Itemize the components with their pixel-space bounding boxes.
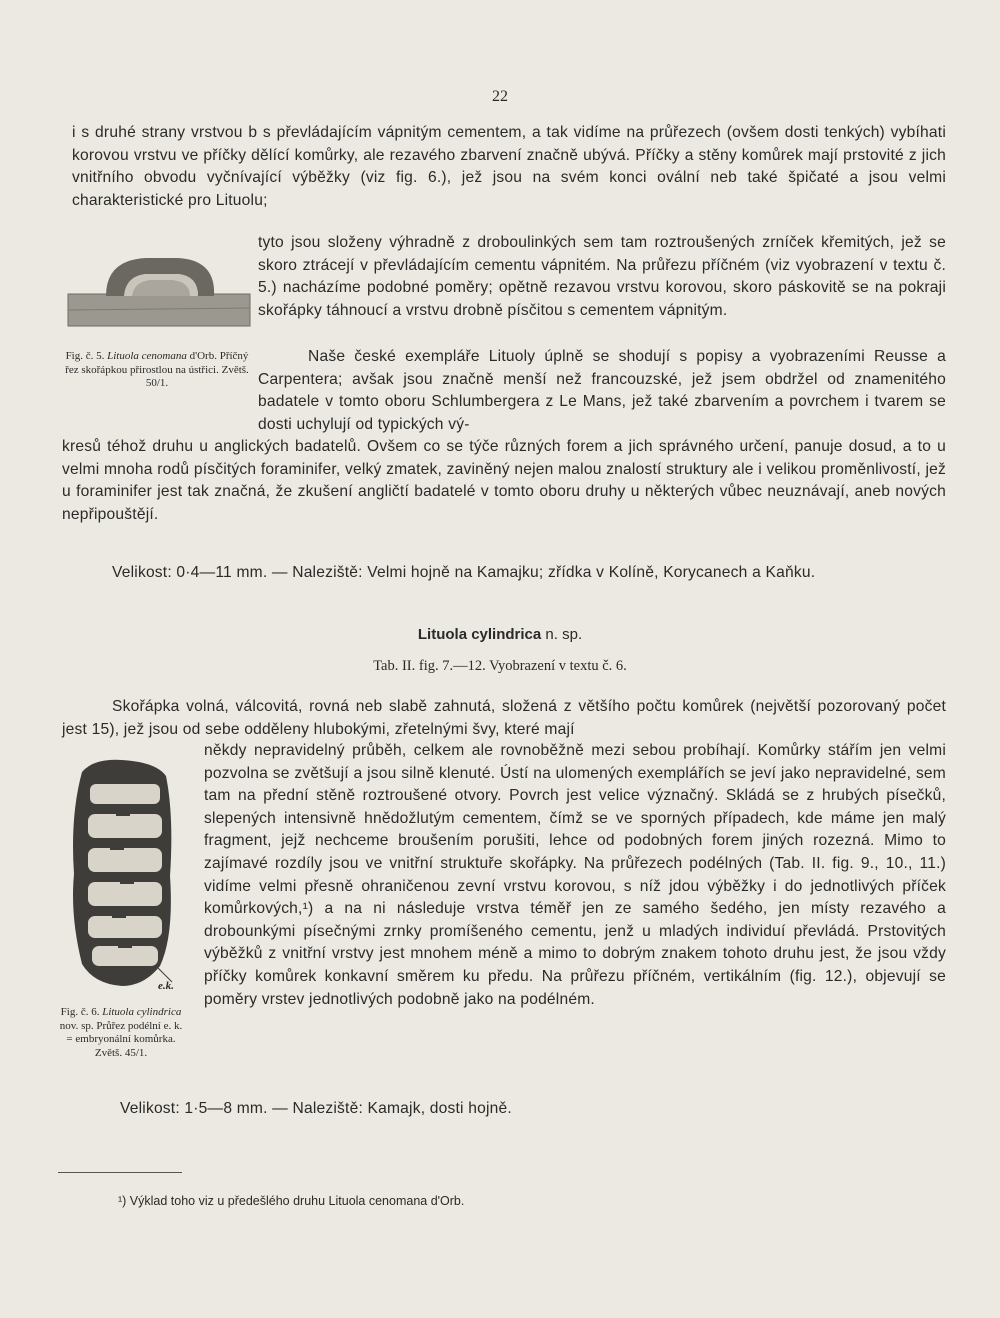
figure-6-embryonic-label: e.k. — [158, 980, 174, 992]
figure-6-caption: Fig. č. 6. Lituola cylindrica nov. sp. Průřez podélní e. k. = embryonální komůrka. Zvětš. 45/1. — [59, 1006, 183, 1059]
page-number: 22 — [492, 88, 508, 105]
footnote: ¹) Výklad toho viz u předešlého druhu Lituola cenomana d'Orb. — [118, 1194, 465, 1208]
paragraph-2-full: kresů téhož druhu u anglických badatelů. Ovšem co se týče různých forem a jich správného určení, panuje dosud, a to u velmi mnoha rodů písčitých foraminifer, velký zmatek, zaviněný nejen malou znalostí struktury ale i velikou proměnlivostí, jež u foraminifer jest tak značná, že zkušení angličtí badatelé v tomto oboru druhy u některých vůbec neuznávají, aneb nových nepřipouštějí. — [62, 438, 946, 523]
section-heading: Lituola cylindrica n. sp. — [417, 626, 583, 643]
size-line-1: Velikost: 0·4—11 mm. — Naleziště: Velmi hojně na Kamajku; zřídka v Kolíně, Korycanech a Kaňku. — [112, 564, 816, 581]
footnote-divider — [58, 1172, 182, 1173]
paragraph-top: i s druhé strany vrstvou b s převládajícím vápnitým cementem, a tak vidíme na průřezech (ovšem dosti tenkých) vybíhati korovou vrstvu ve příčky dělící komůrky, ale rezavého zbarvení značně ubývá. Příčky a stěny komůrek mají prstovité z jich vnitřního obvodu vyčnívající výběžky (viz fig. 6.), jež jsou na svém konci ovální neb také špičaté a jsou velmi charakteristické pro Lituolu; — [72, 124, 946, 209]
figure-5-section-image — [66, 250, 252, 332]
description-full: Skořápka volná, válcovitá, rovná neb slabě zahnutá, složená z většího počtu komůrek (největší pozorovaný počet jest 15), jež jsou od sebe odděleny hlubokými, zřetelnými švy, které mají — [62, 698, 946, 738]
figure-6-section-image — [64, 756, 188, 994]
paragraph-2-beside: Naše české exempláře Lituoly úplně se shodují s popisy a vyobrazeními Reusse a Carpentera; avšak jsou značně menší než francouzské, jež jsem obdržel od znamenitého badatele v tomto oboru Schlumbergera z Le Mans, jež také zbarvením a povrchem i tvarem se dosti uchylují od typických vý- — [258, 348, 946, 433]
figure-5-caption: Fig. č. 5. Lituola cenomana d'Orb. Příčný řez skořápkou přirostlou na ústřici. Zvětš. 50/1. — [65, 350, 249, 389]
description-beside-figure-6: někdy nepravidelný průběh, celkem ale rovnoběžně mezi sebou probíhají. Komůrky stářím jen velmi pozvolna se zvětšují a jsou silně klenuté. Ústí na ulomených exemplářích se jeví jako nepravidelné, sem tam na přední stěně roztroušené otvory. Povrch jest velice význačný. Skládá se z hrubých písečků, slepených intensivně hnědožlutým cementem, čímž se ve sporných případech, kde máme jen malý fragment, jejž nechceme broušením porušiti, lehce od podobných forem jiných rozezná. Mimo to zajímavé rozdíly jsou ve vnitřní struktuře skořápky. Na průřezech podélných (Tab. II. fig. 9., 10., 11.) vidíme velmi přesně ohraničenou zevní vrstvu korovou, s níž jdou výběžky i do jednotlivých příček komůrkových,¹) a na ni následuje vrstva téměř jen ze samého šedého, jen místy rezavého a drobounkými písečnými zrnky promíšeného cementu, jenž u mladých individuí převládá. Prstovitých výběžků z vnitřní vrstvy jest mnohem méně a mimo to dobrým znakem tohoto druhu jest, že jsou vždy příčky komůrek konkavní směrem ku předu. Na průřezu příčném, vertikálním (fig. 12.), objevují se poměry vrstev jednotlivých podobně jako na podélném. — [204, 742, 946, 1008]
size-line-2: Velikost: 1·5—8 mm. — Naleziště: Kamajk, dosti hojně. — [120, 1100, 512, 1117]
paragraph-beside-figure-5: tyto jsou složeny výhradně z droboulinkých sem tam roztroušených zrníček křemitých, jež se skoro ztrácejí v převládajícím cementu vápnitém. Na průřezu příčném (viz vyobrazení v textu č. 5.) nacházíme podobné poměry; opětně rezavou vrstvu korovou, skoro páskovitě se na pokraji skořápky táhnoucí a vrstvu drobně písčitou s cementem vápnitým. — [258, 234, 946, 319]
section-subheading: Tab. II. fig. 7.—12. Vyobrazení v textu č. 6. — [373, 658, 627, 674]
